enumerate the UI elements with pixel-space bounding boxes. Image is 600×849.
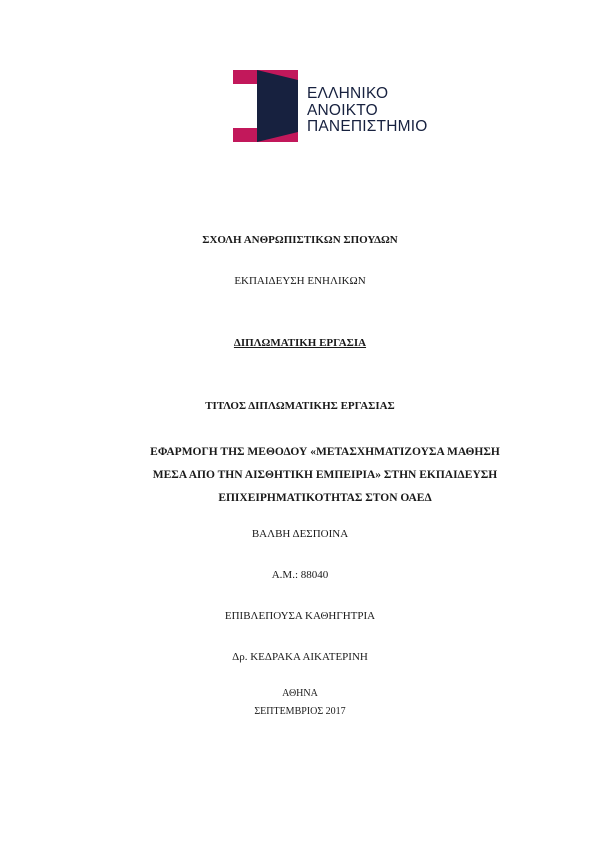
title-line-1: ΕΦΑΡΜΟΓΗ ΤΗΣ ΜΕΘΟΔΟΥ «ΜΕΤΑΣΧΗΜΑΤΙΖΟΥΣΑ ΜΑΘΗΣΗ <box>150 446 500 458</box>
school-name: ΣΧΟΛΗ ΑΝΘΡΩΠΙΣΤΙΚΩΝ ΣΠΟΥΔΩΝ <box>202 234 398 246</box>
city: ΑΘΗΝΑ <box>282 688 318 699</box>
supervisor-name: Δρ. ΚΕΔΡΑΚΑ ΑΙΚΑΤΕΡΙΝΗ <box>232 651 368 663</box>
title-heading: ΤΙΤΛΟΣ ΔΙΠΛΩΜΑΤΙΚΗΣ ΕΡΓΑΣΙΑΣ <box>205 400 395 412</box>
date: ΣΕΠΤΕΜΒΡΙΟΣ 2017 <box>254 706 346 717</box>
document-type: ΔΙΠΛΩΜΑΤΙΚΗ ΕΡΓΑΣΙΑ <box>233 337 367 349</box>
logo-wordmark <box>307 86 427 136</box>
logo-line-1: ΕΛΛΗΝΙΚΟ <box>307 85 389 102</box>
eap-logo-icon <box>233 70 303 142</box>
author-name: ΒΑΛΒΗ ΔΕΣΠΟΙΝΑ <box>251 528 349 540</box>
logo-line-2: ΑΝΟΙΚΤΟ <box>307 101 378 119</box>
university-logo <box>233 70 428 142</box>
title-line-3: ΕΠΙΧΕΙΡΗΜΑΤΙΚΟΤΗΤΑΣ ΣΤΟΝ ΟΑΕΔ <box>218 492 432 504</box>
program-name: ΕΚΠΑΙΔΕΥΣΗ ΕΝΗΛΙΚΩΝ <box>234 275 366 287</box>
supervisor-label: ΕΠΙΒΛΕΠΟΥΣΑ ΚΑΘΗΓΗΤΡΙΑ <box>224 610 376 622</box>
title-line-2: ΜΕΣΑ ΑΠΟ ΤΗΝ ΑΙΣΘΗΤΙΚΗ ΕΜΠΕΙΡΙΑ» ΣΤΗΝ ΕΚΠΑΙΔΕΥΣΗ <box>152 469 498 481</box>
student-id: Α.Μ.: 88040 <box>271 569 329 581</box>
logo-line-3: ΠΑΝΕΠΙΣΤΗΜΙΟ <box>307 118 428 135</box>
thesis-title <box>100 441 550 510</box>
